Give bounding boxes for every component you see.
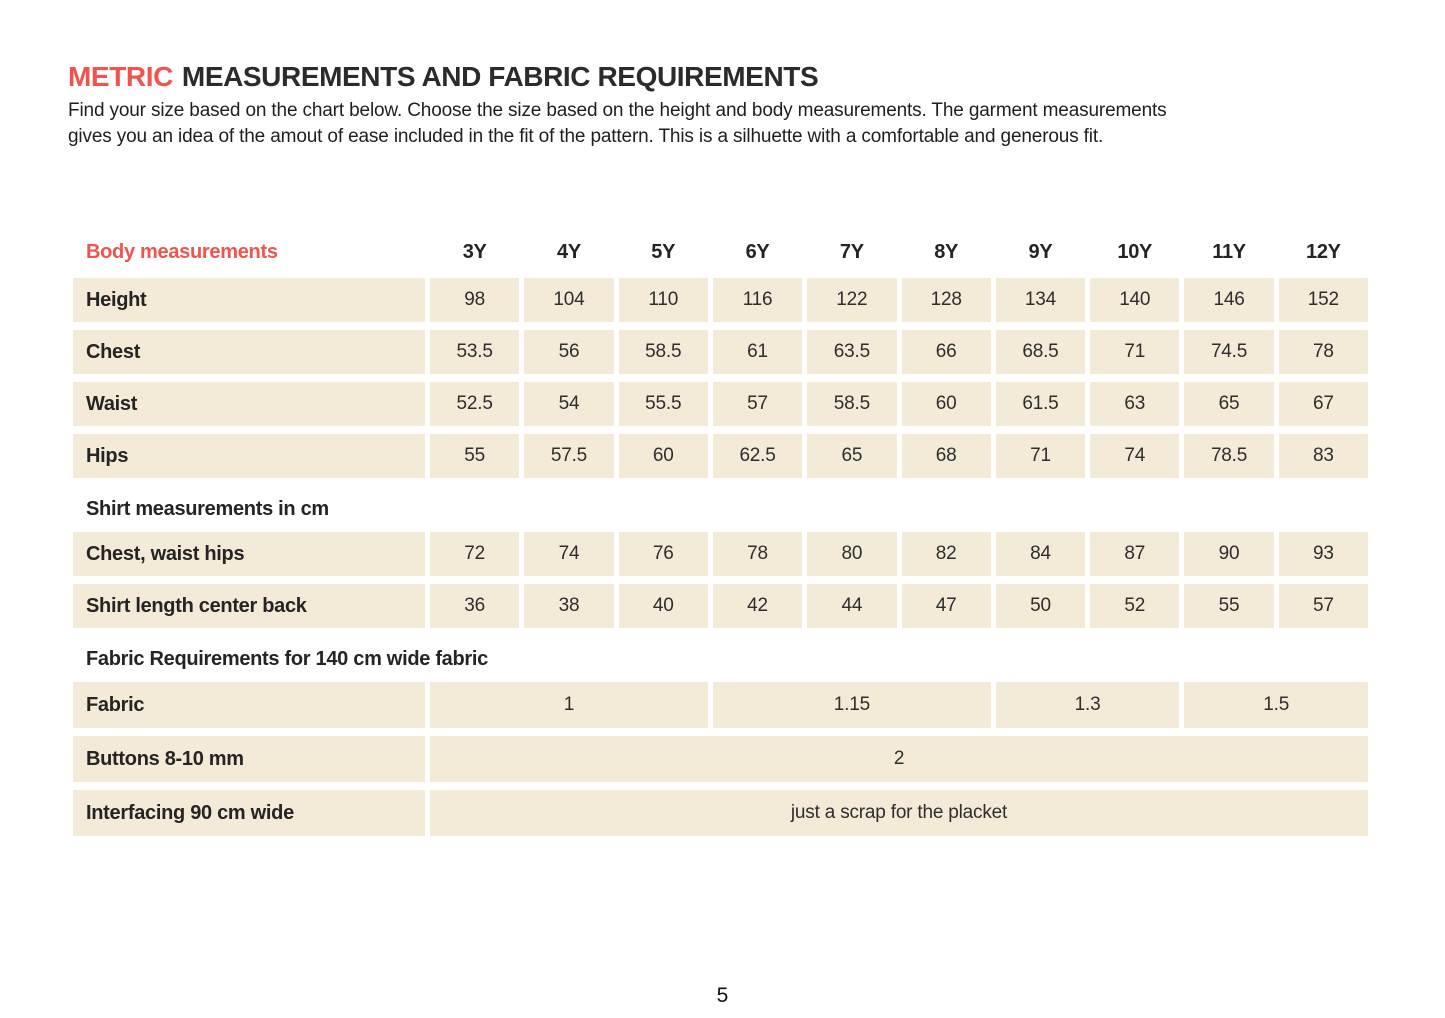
value-cell: 42 <box>713 584 802 628</box>
body-measurements-header: Body measurements <box>86 240 278 263</box>
page-title <box>68 60 1445 94</box>
value-cell: 36 <box>430 584 519 628</box>
shirt-measurement-row <box>73 584 1368 628</box>
value-cell: 56 <box>524 330 613 374</box>
merged-value-cell: 2 <box>430 736 1368 782</box>
fabric-section-title: Fabric Requirements for 140 cm wide fabric <box>86 647 488 670</box>
value-cell: 50 <box>996 584 1085 628</box>
value-cell: 38 <box>524 584 613 628</box>
size-column-header: 9Y <box>1028 240 1053 263</box>
size-column-header: 7Y <box>839 240 864 263</box>
value-cell: 52.5 <box>430 382 519 426</box>
value-cell: 60 <box>902 382 991 426</box>
value-cell: 74 <box>524 532 613 576</box>
measurements-table <box>73 226 1368 836</box>
page-title-rest: MEASUREMENTS AND FABRIC REQUIREMENTS <box>181 61 819 92</box>
value-cell: 55 <box>1184 584 1273 628</box>
value-cell: 122 <box>807 278 896 322</box>
value-cell: 78.5 <box>1184 434 1273 478</box>
value-cell: 78 <box>713 532 802 576</box>
value-cell: 146 <box>1184 278 1273 322</box>
row-label: Hips <box>73 434 425 478</box>
size-column-header: 3Y <box>462 240 487 263</box>
merged-value-cell: just a scrap for the placket <box>430 790 1368 836</box>
merged-value-cell: 1.3 <box>996 682 1180 728</box>
row-label: Waist <box>73 382 425 426</box>
value-cell: 61.5 <box>996 382 1085 426</box>
value-cell: 110 <box>619 278 708 322</box>
value-cell: 87 <box>1090 532 1179 576</box>
size-column-header: 6Y <box>745 240 770 263</box>
size-column-header: 12Y <box>1306 240 1341 263</box>
value-cell: 52 <box>1090 584 1179 628</box>
row-label: Chest, waist hips <box>73 532 425 576</box>
body-measurement-row <box>73 330 1368 374</box>
value-cell: 76 <box>619 532 708 576</box>
value-cell: 63.5 <box>807 330 896 374</box>
value-cell: 128 <box>902 278 991 322</box>
row-label: Fabric <box>73 682 425 728</box>
size-column-header: 11Y <box>1212 240 1246 263</box>
value-cell: 63 <box>1090 382 1179 426</box>
body-measurement-row <box>73 434 1368 478</box>
value-cell: 74 <box>1090 434 1179 478</box>
value-cell: 72 <box>430 532 519 576</box>
fabric-requirement-row <box>73 736 1368 782</box>
value-cell: 71 <box>1090 330 1179 374</box>
value-cell: 80 <box>807 532 896 576</box>
value-cell: 57 <box>1279 584 1368 628</box>
size-column-header: 4Y <box>557 240 581 263</box>
value-cell: 68 <box>902 434 991 478</box>
shirt-section-title: Shirt measurements in cm <box>86 497 329 520</box>
value-cell: 58.5 <box>619 330 708 374</box>
value-cell: 47 <box>902 584 991 628</box>
value-cell: 84 <box>996 532 1085 576</box>
row-label: Interfacing 90 cm wide <box>73 790 425 836</box>
merged-value-cell: 1.15 <box>713 682 991 728</box>
value-cell: 58.5 <box>807 382 896 426</box>
value-cell: 65 <box>1184 382 1273 426</box>
value-cell: 83 <box>1279 434 1368 478</box>
value-cell: 53.5 <box>430 330 519 374</box>
intro-line: Find your size based on the chart below. Choose the size based on the height and body measurements. The garment measurements <box>68 100 1167 121</box>
value-cell: 74.5 <box>1184 330 1273 374</box>
body-measurement-row <box>73 278 1368 322</box>
value-cell: 67 <box>1279 382 1368 426</box>
page-number: 5 <box>716 984 729 1007</box>
table-header-row <box>73 226 1368 278</box>
row-label: Shirt length center back <box>73 584 425 628</box>
value-cell: 60 <box>619 434 708 478</box>
row-label: Chest <box>73 330 425 374</box>
row-label: Height <box>73 278 425 322</box>
value-cell: 134 <box>996 278 1085 322</box>
value-cell: 57.5 <box>524 434 613 478</box>
value-cell: 68.5 <box>996 330 1085 374</box>
merged-value-cell: 1 <box>430 682 708 728</box>
value-cell: 140 <box>1090 278 1179 322</box>
value-cell: 98 <box>430 278 519 322</box>
value-cell: 62.5 <box>713 434 802 478</box>
fabric-requirement-row <box>73 682 1368 728</box>
size-column-header: 10Y <box>1117 240 1153 263</box>
merged-value-cell: 1.5 <box>1184 682 1368 728</box>
value-cell: 71 <box>996 434 1085 478</box>
shirt-measurement-row <box>73 532 1368 576</box>
size-column-header: 8Y <box>934 240 959 263</box>
fabric-requirement-row <box>73 790 1368 836</box>
intro-line: gives you an idea of the amout of ease included in the fit of the pattern. This is a silhuette with a comfortable and generous fit. <box>68 126 1104 147</box>
value-cell: 90 <box>1184 532 1273 576</box>
value-cell: 78 <box>1279 330 1368 374</box>
value-cell: 93 <box>1279 532 1368 576</box>
value-cell: 57 <box>713 382 802 426</box>
value-cell: 54 <box>524 382 613 426</box>
value-cell: 66 <box>902 330 991 374</box>
value-cell: 82 <box>902 532 991 576</box>
value-cell: 152 <box>1279 278 1368 322</box>
body-measurement-row <box>73 382 1368 426</box>
value-cell: 61 <box>713 330 802 374</box>
value-cell: 55.5 <box>619 382 708 426</box>
size-column-header: 5Y <box>651 240 676 263</box>
intro-paragraph <box>68 98 1445 150</box>
page-title-accent: METRIC <box>68 61 173 92</box>
value-cell: 104 <box>524 278 613 322</box>
value-cell: 116 <box>713 278 802 322</box>
value-cell: 40 <box>619 584 708 628</box>
value-cell: 65 <box>807 434 896 478</box>
value-cell: 55 <box>430 434 519 478</box>
value-cell: 44 <box>807 584 896 628</box>
row-label: Buttons 8-10 mm <box>73 736 425 782</box>
